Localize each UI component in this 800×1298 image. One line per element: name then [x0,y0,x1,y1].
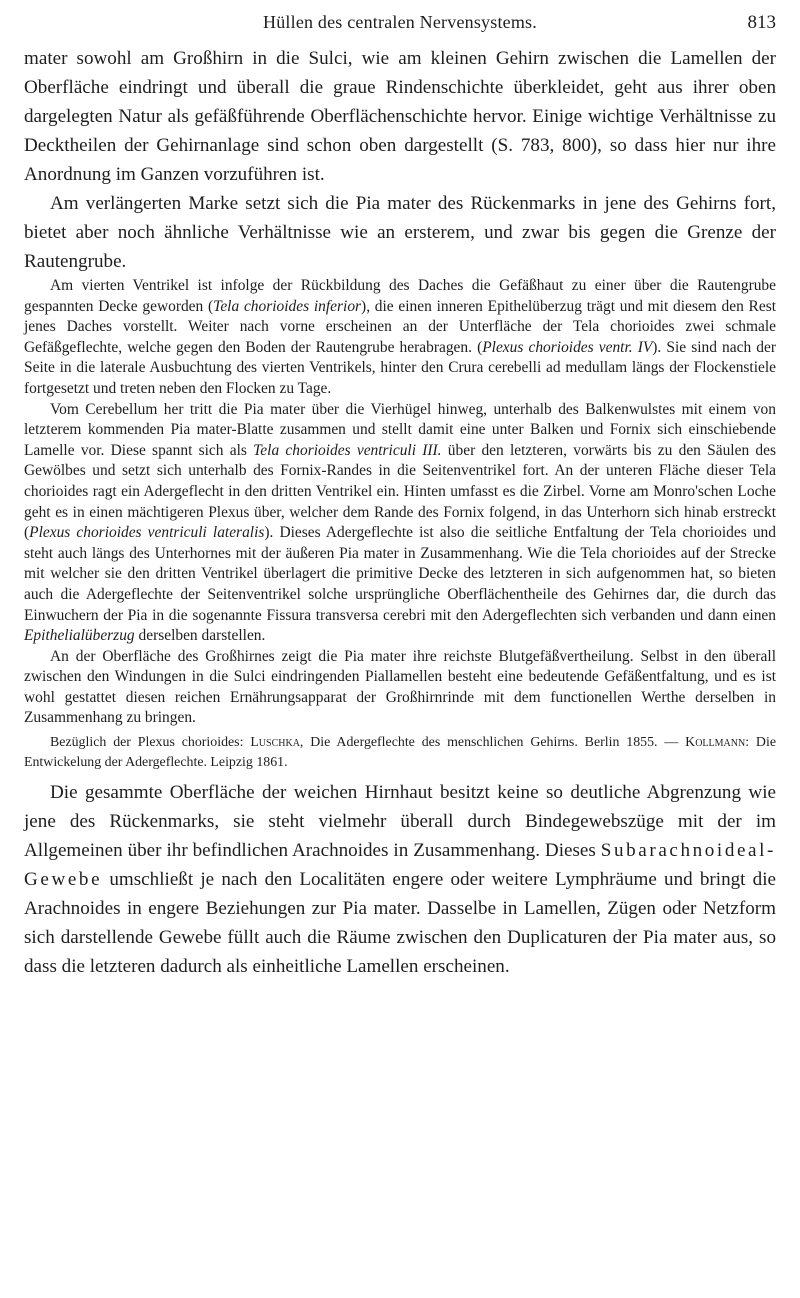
book-page [24,0,776,981]
term-tela-ventriculi-iii: Tela chorioides ventriculi III. [253,441,442,459]
paragraph-medulla: Am verlängerten Marke setzt sich die Pia mater des Rückenmarks in jene des Gehirns fort, bietet aber noch ähnliche Verhältnisse wie an ersterem, und zwar bis gegen die Grenze der Rautengrube. [24,193,776,272]
small-paragraph-fourth-ventricle [24,276,776,400]
text-span: derselben darstellen. [134,627,266,645]
term-plexus-lateralis: Plexus chorioides ventriculi lateralis [29,524,265,542]
text-span: ). Dieses Adergeflechte ist also die seitliche Entfaltung der Tela chorioides und steht auch längs des Unterhornes mit der äußeren Pia mater in Zusammenhang. Wie die Tela chorioides auf der Strecke mit welcher sie den dritten Ventrikel überlagert die primitive Decke des letzteren in sich aufgenommen hat, so bieten auch die Adergeflechte der Seitenventrikel solche ursprüngliche Oberflächentheile des Gehirnes dar, die durch das Einwuchern der Pia in die sogenannte Fissura transversa cerebri mit den Adergeflechten sich verbanden und dann einen [24,524,776,624]
text-span: umschließt je nach den Localitäten engere oder weitere Lymphräume und bringt die Arachnoides in engere Beziehungen zur Pia mater. Dasselbe in Lamellen, Zügen oder Netzform sich darstellende Gewebe füllt auch die Räume zwischen den Duplicaturen der Pia mater aus, so dass die letzteren dadurch als einheitliche Lamellen erscheinen. [24,869,776,978]
text-span: über den letzteren, vorwärts bis zu den Säulen des Gewölbes und setzt sich unterhalb des Fornix-Randes in die Seitenventrikel fort. An der unteren Fläche dieser Tela chorioides ragt ein Adergeflecht in den dritten Ventrikel ein. Hinten umfasst es die Zirbel. Vorne am Monro'schen Loche geht es in einen mächtigeren Plexus über, welcher dem Rande des Fornix folgend, in das Unterhorn sich hinab erstreckt ( [24,441,776,542]
page-header [24,0,776,44]
text-span: Vom Cerebellum her tritt die Pia mater über die Vierhügel hinweg, unterhalb des Balkenwulstes mit einem von letzterem kommenden Pia mater-Blatte zusammen und stellt damit eine unter Balken und Fornix sich einschiebende Lamelle vor. Diese spannt sich als [24,400,776,459]
running-title: Hüllen des centralen Nervensystems. [263,12,537,32]
text-span: , Die Adergeflechte des menschlichen Gehirns. Berlin 1855. — [299,735,686,751]
text-span: Bezüglich der Plexus chorioides: [50,735,251,751]
text-span: ), die einen inneren Epithelüberzug trägt und mit diesem den Rest jenes Daches vorstellt. Weiter nach vorne erscheinen an der Unterfläche der Tela chorioides zwei schmale Gefäßgeflechte, welche gegen den Boden der Rautengrube herabragen. ( [24,297,776,356]
paragraph-continuation: mater sowohl am Großhirn in die Sulci, wie am kleinen Gehirn zwischen die Lamellen der Oberfläche eindringt und überall die graue Rindenschichte überkleidet, geht aus ihrer oben dargelegten Natur als gefäßführende Oberflächenschichte hervor. Einige wichtige Verhältnisse zu Decktheilen der Gehirnanlage sind schon oben dargestellt (S. 783, 800), so dass hier nur ihre Anordnung im Ganzen vorzuführen ist. [24,48,776,185]
term-tela-chorioides-inferior: Tela chorioides inferior [213,297,362,315]
text-span: ). Sie sind nach der Seite in die laterale Ausbuchtung des vierten Ventrikels, hinter den Crura cerebelli ad medullam längs der Flockenstiele fortgesetzt und treten neben den Flocken zu Tage. [24,338,776,397]
text-span: Am vierten Ventrikel ist infolge der Rückbildung des Daches die Gefäßhaut zu einer über die Rautengrube gespannten Decke geworden ( [24,277,776,315]
author-kollmann: Kollmann [685,735,746,751]
paragraph-subarachnoid [24,778,776,981]
term-subarachnoideal-gewebe: Subarachnoideal-Gewebe [24,840,776,891]
text-span: Die gesammte Oberfläche der weichen Hirnhaut besitzt keine so deutliche Abgrenzung wie jene des Rückenmarks, sie steht vielmehr überall durch Bindegewebszüge mit der im Allgemeinen über ihr befindlichen Arachnoides in Zusammenhang. Dieses [24,782,776,862]
term-plexus-ventr-iv: Plexus chorioides ventr. IV [482,338,653,356]
small-paragraph-cerebrum: An der Oberfläche des Großhirnes zeigt die Pia mater ihre reichste Blutgefäßvertheilung. Selbst in den überall zwischen den Windungen in die Sulci eindringenden Piallamellen besteht eine bedeutende Gefäßentfaltung, und es ist wohl gestattet diesen reichen Ernährungsapparat der Großhirnrinde mit dem functionellen Werthe derselben in Zusammenhang zu bringen. [24,647,776,727]
literature-reference [24,733,776,772]
small-paragraph-cerebellum [24,400,776,647]
text-span: : Die Entwickelung der Adergeflechte. Leipzig 1861. [24,735,776,770]
page-number: 813 [747,12,776,33]
term-epithelialueberzug: Epithelialüberzug [24,627,135,645]
author-luschka: Luschka [250,735,300,751]
